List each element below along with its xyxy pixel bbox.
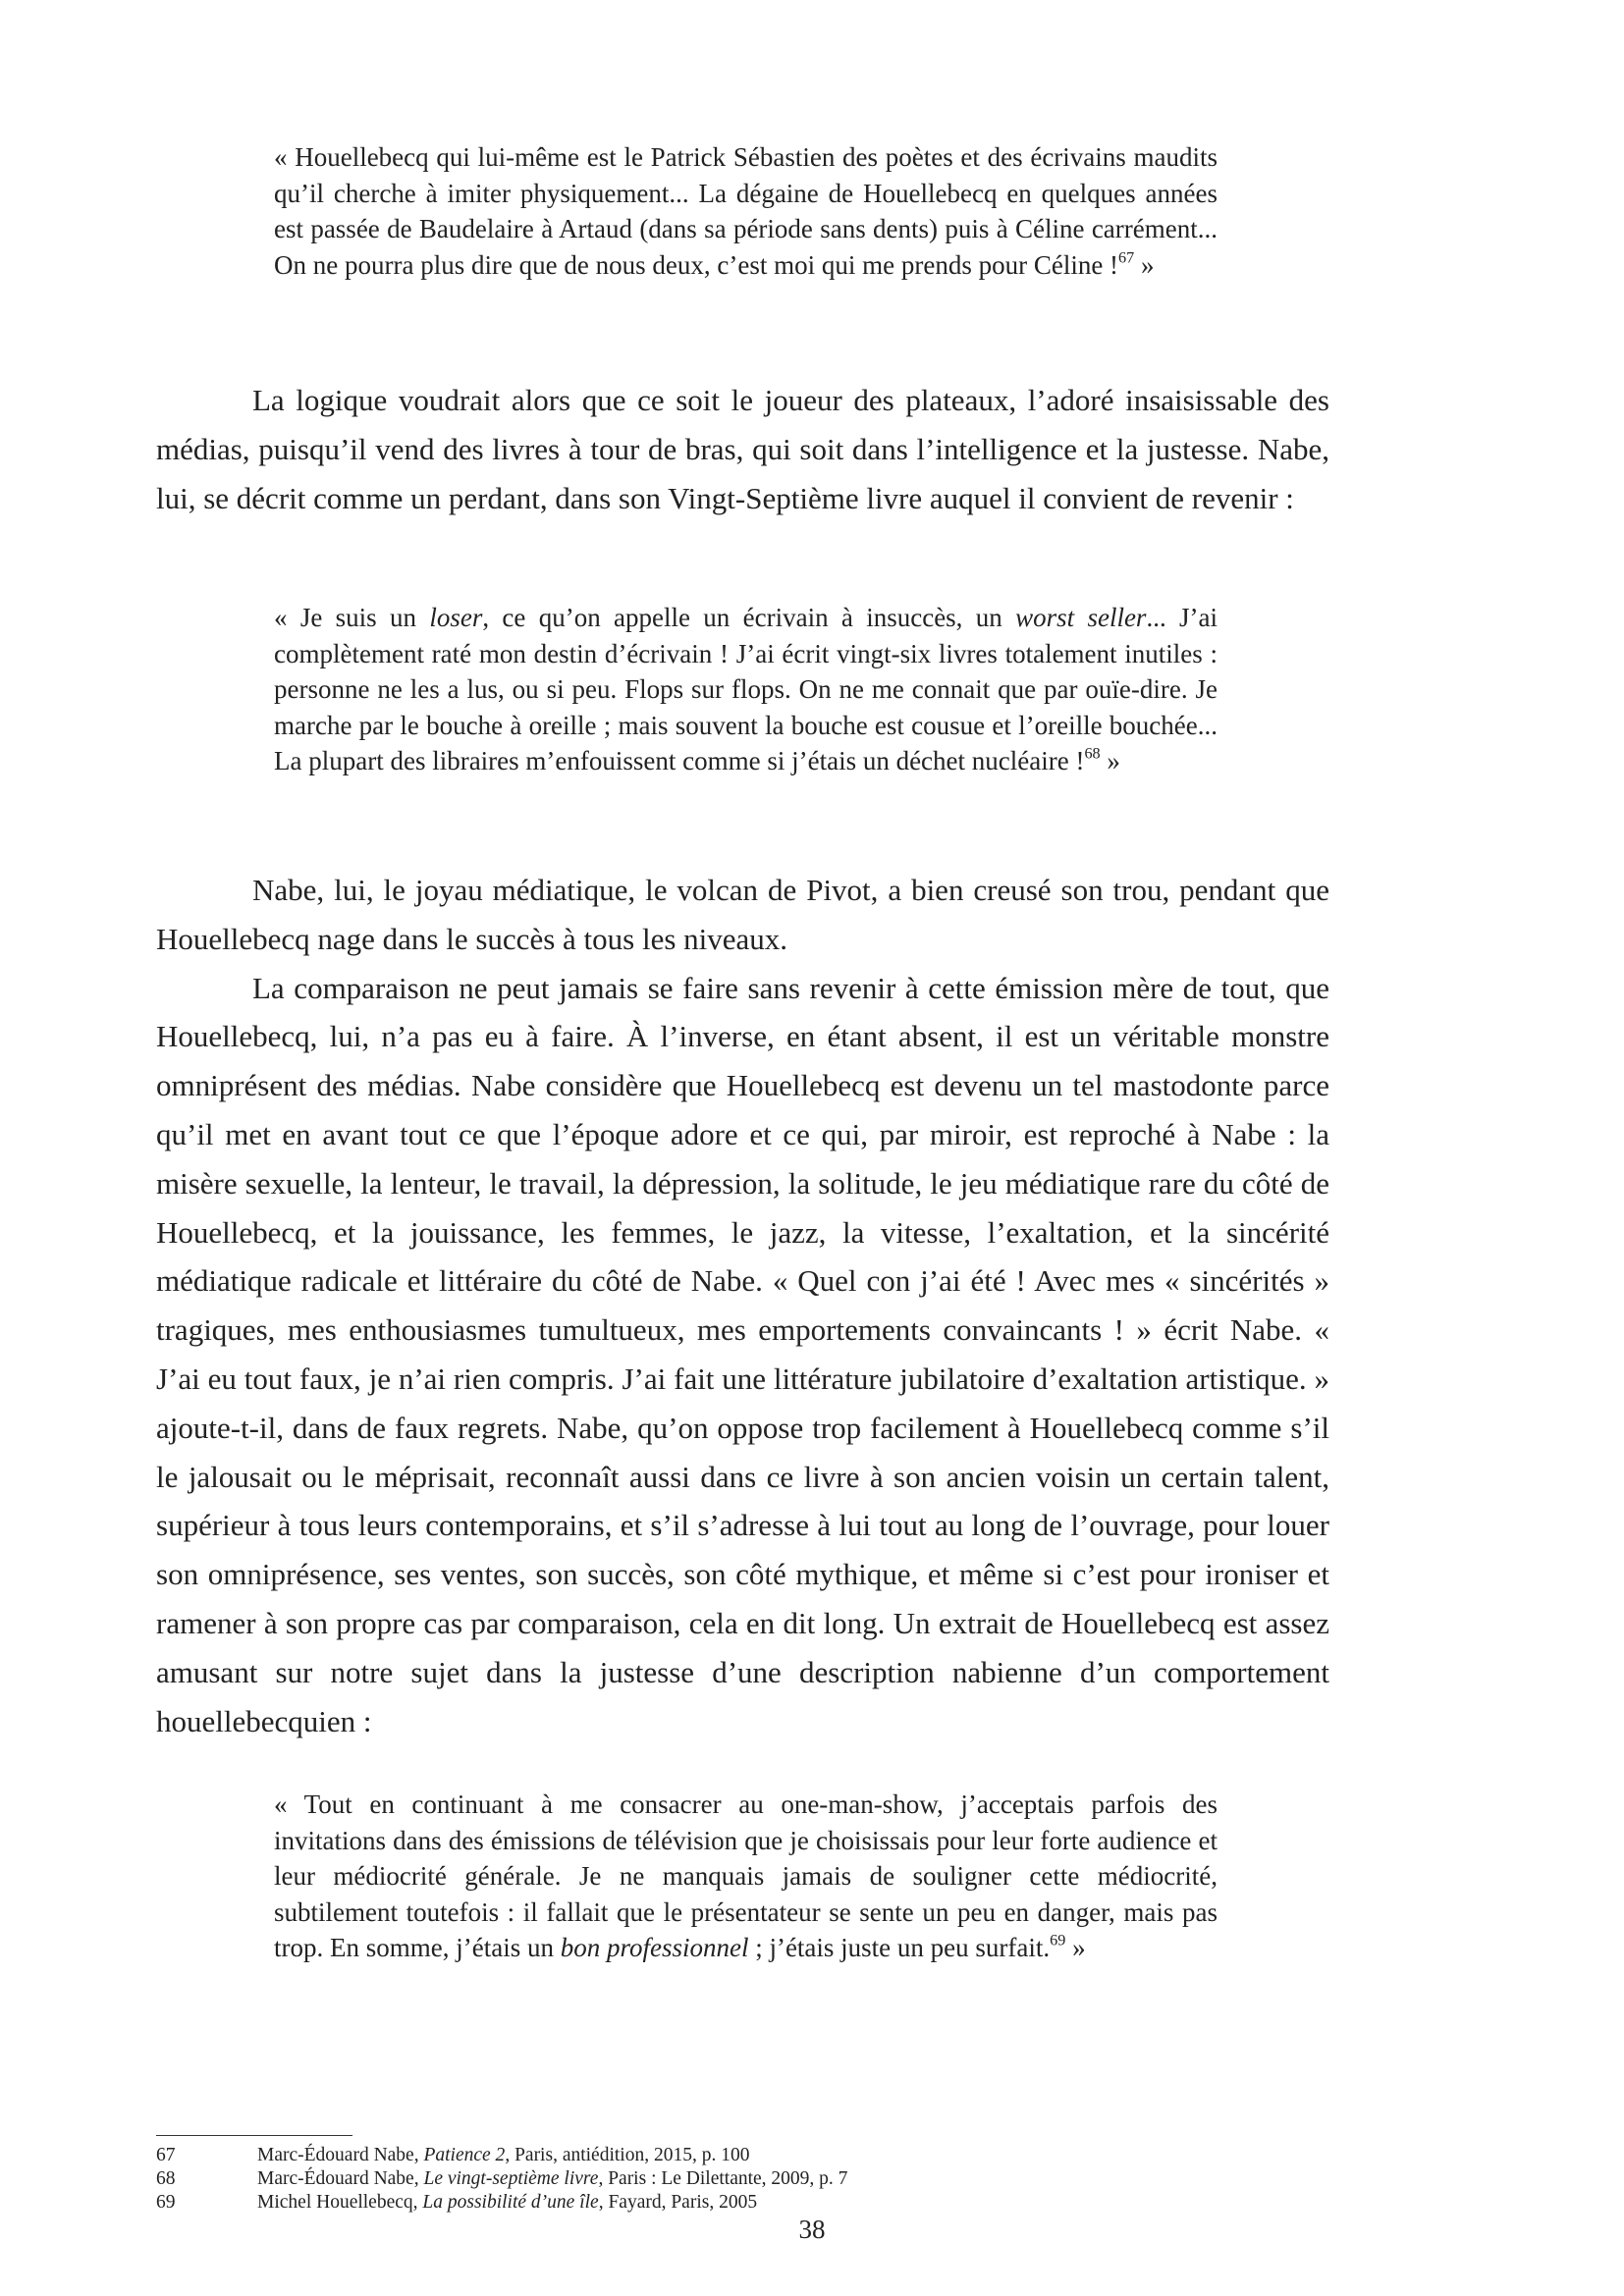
footnote-number: 68: [156, 2168, 176, 2189]
footnote-number: 69: [156, 2192, 176, 2213]
block-quote-2: [274, 600, 1218, 779]
paragraph-text: La comparaison ne peut jamais se faire sans revenir à cette émission mère de tout, que Houellebecq, lui, n’a pas eu à faire. À l’inverse, en étant absent, il est un véritable monstre omniprésent des médias. Nabe considère que Houellebecq est devenu un tel mastodonte parce qu’il met en avant tout ce que l’époque adore et ce qui, par miroir, est reproché à Nabe : la misère sexuelle, la lenteur, le travail, la dépression, la solitude, le jeu médiatique rare du côté de Houellebecq, et la jouissance, les femmes, le jazz, la vitesse, l’exaltation, et la sincérité médiatique radicale et littéraire du côté de Nabe. « Quel con j’ai été ! Avec mes « sincérités » tragiques, mes enthousiasmes tumultueux, mes emportements convaincants ! » écrit Nabe. « J’ai eu tout faux, je n’ai rien compris. J’ai fait une littérature jubilatoire d’exaltation artistique. » ajoute-t-il, dans de faux regrets. Nabe, qu’on oppose trop facilement à Houellebecq comme s’il le jalousait ou le méprisait, reconnaît aussi dans ce livre à son ancien voisin un certain talent, supérieur à tous leurs contemporains, et s’il s’adresse à lui tout au long de l’ouvrage, pour louer son omniprésence, ses ventes, son succès, son côté mythique, et même si c’est pour ironiser et ramener à son propre cas par comparaison, cela en dit long. Un extrait de Houellebecq est assez amusant sur notre sujet dans la justesse d’une description nabienne d’un comportement houellebecquien :: [156, 970, 1329, 1738]
quote-1-text: « Houellebecq qui lui-même est le Patrick Sébastien des poètes et des écrivains maudits qu’il cherche à imiter physiquement... La dégaine de Houellebecq en quelques années est passée de Baudelaire à Artaud (dans sa période sans dents) puis à Céline carrément... On ne pourra plus dire que de nous deux, c’est moi qui me prends pour Céline !: [274, 142, 1218, 280]
quote-2-text-e: ... J’ai complètement raté mon destin d’écrivain ! J’ai écrit vingt-six livres totalement inutiles : personne ne les a lus, ou si peu. Flops sur flops. On ne me connait que par ouïe-dire. Je marche par le bouche à oreille ; mais souvent la bouche est cousue et l’oreille bouchée... La plupart des libraires m’enfouissent comme si j’étais un déchet nucléaire !: [274, 603, 1218, 776]
block-quote-1: [274, 139, 1218, 283]
footnote-text: Michel Houellebecq, La possibilité d’une île, Fayard, Paris, 2005: [257, 2192, 758, 2213]
footnote-separator: [156, 2135, 352, 2136]
quote-2-close: »: [1100, 746, 1120, 776]
paragraph-text: La logique voudrait alors que ce soit le joueur des plateaux, l’adoré insaisissable des médias, puisqu’il vend des livres à tour de bras, qui soit dans l’intelligence et la justesse. Nabe, lui, se décrit comme un perdant, dans son Vingt-Septième livre auquel il convient de revenir :: [156, 383, 1329, 515]
footnote-text: Marc-Édouard Nabe, Patience 2, Paris, antiédition, 2015, p. 100: [257, 2145, 750, 2165]
footnote-ref-69[interactable]: 69: [1050, 1932, 1066, 1950]
quote-3-emphasis: bon professionnel: [560, 1933, 749, 1963]
footnote-ref-67[interactable]: 67: [1118, 248, 1135, 267]
footnote-number: 67: [156, 2145, 176, 2165]
quote-2-text-a: « Je suis un: [274, 603, 430, 632]
body-paragraph-1: [156, 376, 1329, 522]
quote-3-text-a: « Tout en continuant à me consacrer au one-man-show, j’acceptais parfois des invitations dans des émissions de télévision que je choisissais pour leur forte audience et leur médiocrité générale. Je ne manquais jamais de souligner cette médiocrité, subtilement toutefois : il fallait que le présentateur se sente un peu en danger, mais pas trop. En somme, j’étais un: [274, 1789, 1218, 1963]
quote-1-close: »: [1134, 249, 1155, 280]
body-paragraphs-2-3: [156, 866, 1329, 1745]
page-number: 38: [798, 2215, 826, 2244]
quote-2-emphasis-worst-seller: worst seller: [1015, 603, 1147, 632]
quote-2-text-c: , ce qu’on appelle un écrivain à insuccès, un: [482, 603, 1016, 632]
quote-3-close: »: [1065, 1933, 1086, 1963]
block-quote-3: [274, 1787, 1218, 1966]
footnote-text: Marc-Édouard Nabe, Le vingt-septième livre, Paris : Le Dilettante, 2009, p. 7: [257, 2168, 848, 2189]
footnote-ref-68[interactable]: 68: [1084, 745, 1101, 764]
quote-2-emphasis-loser: loser: [429, 603, 483, 632]
quote-3-text-c: ; j’étais juste un peu surfait.: [748, 1933, 1051, 1963]
paragraph-text: Nabe, lui, le joyau médiatique, le volcan de Pivot, a bien creusé son trou, pendant que Houellebecq nage dans le succès à tous les niveaux.: [156, 873, 1329, 956]
